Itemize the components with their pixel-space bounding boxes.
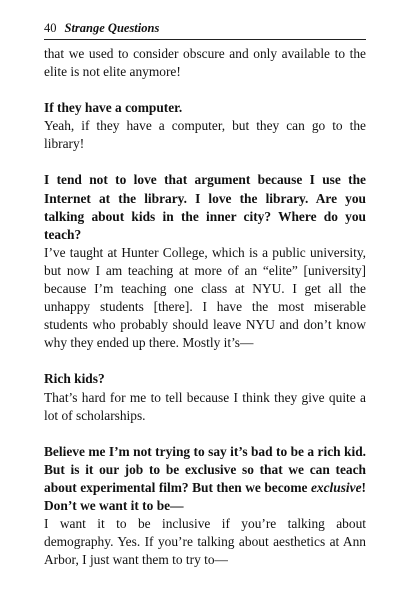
running-header [44, 20, 366, 40]
answer-paragraph-3: That’s hard for me to tell because I think they give quite a lot of scholarships. [44, 389, 366, 423]
question-paragraph-3: Rich kids? [44, 371, 105, 387]
question-4-emphasis: exclusive [310, 479, 362, 495]
answer-paragraph-continued: that we used to consider obscure and only available to the elite is not elite anymore! [44, 46, 366, 80]
question-paragraph-4 [44, 443, 366, 515]
question-4-text-start: Believe me I’m not trying to say it’s bad to be a rich kid. But is it our job to be exclusive so that we can teach about experimental film? But then we become [44, 443, 366, 495]
running-title: Strange Questions [64, 21, 160, 35]
answer-paragraph-2: I’ve taught at Hunter College, which is a public university, but now I am teaching at more of an “elite” [university] because I’m teaching one class at NYU. I get all the unhappy students [there]. I have the most miserable students who probably should leave NYU and don’t know why they ended up there. Mostly it’s— [44, 244, 366, 351]
page-number: 40 [44, 21, 57, 35]
book-page [44, 20, 366, 569]
question-4-text-end: ! Don’t we want it to be— [44, 479, 366, 513]
answer-paragraph-4: I want it to be inclusive if you’re talking about demography. Yes. If you’re talking about aesthetics at Ann Arbor, I just want them to try to— [44, 516, 366, 568]
answer-paragraph-1: Yeah, if they have a computer, but they can go to the library! [44, 118, 366, 152]
question-paragraph-1: If they have a computer. [44, 100, 183, 116]
question-paragraph-2: I tend not to love that argument because I use the Internet at the library. I love the library. Are you talking about kids in the inner city? Where do you teach? [44, 172, 366, 242]
